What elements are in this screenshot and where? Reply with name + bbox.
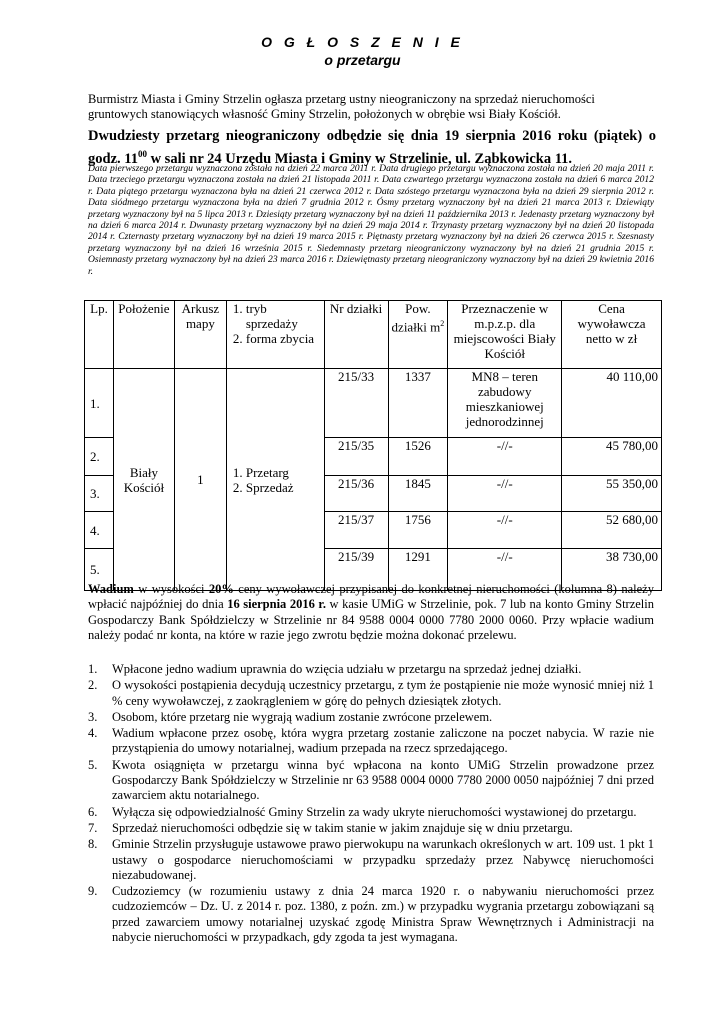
intro-paragraph: Burmistrz Miasta i Gminy Strzelin ogłasza przetarg ustny nieograniczony na sprzedaż nieruchomości gruntowych stanowiących własność Gminy Strzelin, położonych w obrębie wsi Biały Kościół. bbox=[88, 92, 595, 121]
wadium-deadline: 16 sierpnia 2016 r. bbox=[227, 597, 326, 612]
rule-number: 8. bbox=[88, 837, 98, 852]
list-item bbox=[88, 678, 654, 709]
cell-przeznaczenie: -//- bbox=[448, 512, 562, 549]
cell-pow: 1526 bbox=[388, 438, 448, 476]
wadium-text-3: w kasie UMiG w Strzelinie, pok. 7 lub na konto Gminy Strzelin Gospodarczy Bank Spółdzielczy w Strzelinie nr 84 9588 0004 0000 7780 2000 0060. Przy wpłacie wadium należy podać nr konta, na które w razie jego zwrotu będzie można dokonać przelewu. bbox=[88, 597, 655, 642]
cell-pow: 1756 bbox=[388, 512, 448, 549]
rule-number: 3. bbox=[88, 709, 98, 724]
cell-nr-dzialki: 215/33 bbox=[324, 369, 388, 438]
col-header-przeznaczenie: Przeznaczenie w m.p.z.p. dla miejscowości Biały Kościół bbox=[448, 301, 562, 369]
rule-text: Wadium wpłacone przez osobę, która wygra przetarg zostanie zaliczone na poczet nabycia. W razie nie przystąpienia do umowy notarialnej, wadium przepada na rzecz sprzedającego. bbox=[112, 726, 654, 756]
cell-cena: 55 350,00 bbox=[562, 476, 662, 512]
rule-text: Osobom, które przetarg nie wygrają wadium zostanie zwrócone przelewem. bbox=[112, 709, 493, 724]
cell-tryb bbox=[226, 369, 324, 591]
list-item bbox=[88, 884, 654, 945]
table-header-row bbox=[85, 301, 662, 369]
cell-cena: 40 110,00 bbox=[562, 369, 662, 438]
rule-text: O wysokości postąpienia decydują uczestnicy przetargu, z tym że postąpienie nie może wynosić mniej niż 1 % ceny wywoławczej, z zaokrągleniem w górę do pełnych dziesiątek złotych. bbox=[112, 678, 654, 708]
rule-number: 2. bbox=[88, 678, 98, 693]
tender-history-note: Data pierwszego przetargu wyznaczona została na dzień 22 marca 2011 r. Data drugiego przetargu wyznaczona została na dzień 20 maja 2011 r. Data trzeciego przetargu wyznaczona została na dzień 21 listopada 2011 r. Data czwartego przetargu wyznaczona została na dzień 6 marca 2012 r. Data piątego przetargu wyznaczona była na dzień 21 czerwca 2012 r. Data szóstego przetargu wyznaczona była na dzień 29 sierpnia 2012 r. Data siódmego przetargu wyznaczona była na dzień 7 grudnia 2012 r. Ósmy przetarg wyznaczony był na dzień 21 marca 2013 r. Dziewiąty przetarg wyznaczony był na 5 lipca 2013 r. Dziesiąty przetarg wyznaczony był na dzień 11 października 2013 r. Jedenasty przetarg wyznaczony był na dzień 6 marca 2014 r. Dwunasty przetarg wyznaczony był na dzień 29 maja 2014 r. Trzynasty przetarg wyznaczony był na dzień 20 listopada 2014 r. Czternasty przetarg wyznaczony był na dzień 19 marca 2015 r. Piętnasty przetarg wyznaczony był na dzień 26 czerwca 2015 r. Szesnasty przetarg wyznaczony był na dzień 16 września 2015 r. Siedemnasty przetarg nieograniczony wyznaczony był na dzień 21 grudnia 2015 r. Osiemnasty przetarg wyznaczony był na dzień 23 marca 2016 r. Dziewiętnasty przetarg nieograniczony wyznaczony był na dzień 29 kwietnia 2016 r. bbox=[88, 163, 654, 277]
rule-number: 9. bbox=[88, 884, 98, 899]
cell-cena: 52 680,00 bbox=[562, 512, 662, 549]
col-header-cena: Cena wywoławcza netto w zł bbox=[562, 301, 662, 369]
rule-number: 6. bbox=[88, 804, 98, 819]
cell-arkusz: 1 bbox=[174, 369, 226, 591]
rule-number: 4. bbox=[88, 726, 98, 741]
col-header-tryb-1: 1. tryb sprzedaży bbox=[246, 301, 321, 331]
wadium-text-1: w wysokości bbox=[133, 582, 209, 596]
cell-przeznaczenie: MN8 – teren zabudowy mieszkaniowej jednorodzinnej bbox=[448, 369, 562, 438]
headline-time-sup: 00 bbox=[137, 149, 147, 159]
plots-table bbox=[84, 300, 662, 591]
cell-pow: 1845 bbox=[388, 476, 448, 512]
list-item bbox=[88, 821, 654, 836]
cell-polozenie: Biały Kościół bbox=[113, 369, 174, 591]
cell-przeznaczenie: -//- bbox=[448, 476, 562, 512]
cell-nr-dzialki: 215/37 bbox=[324, 512, 388, 549]
list-item bbox=[88, 710, 654, 725]
col-header-pow bbox=[388, 301, 448, 369]
cell-tryb-2: 2. Sprzedaż bbox=[246, 480, 321, 495]
col-header-pow-label: Pow. działki m bbox=[391, 301, 441, 335]
wadium-text-2: ceny wywoławczej przypisanej do konkretnej nieruchomości (kolumna 8) należy wpłacić najpóźniej do dnia bbox=[88, 582, 654, 612]
cell-nr-dzialki: 215/39 bbox=[324, 549, 388, 591]
list-item bbox=[88, 726, 654, 757]
cell-przeznaczenie: -//- bbox=[448, 549, 562, 591]
col-header-arkusz: Arkusz mapy bbox=[174, 301, 226, 369]
rule-number: 7. bbox=[88, 820, 98, 835]
cell-tryb-1: 1. Przetarg bbox=[246, 465, 321, 480]
rule-number: 1. bbox=[88, 662, 98, 676]
rules-list bbox=[88, 662, 654, 946]
cell-pow: 1291 bbox=[388, 549, 448, 591]
col-header-lp: Lp. bbox=[85, 301, 114, 369]
list-item bbox=[88, 662, 654, 677]
cell-nr-dzialki: 215/35 bbox=[324, 438, 388, 476]
rule-text: Gminie Strzelin przysługuje ustawowe prawo pierwokupu na warunkach określonych w art. 109 ust. 1 pkt 1 ustawy o gospodarce nieruchomościami w przypadku sprzedaży przez Nabywcę nieruchomości niezabudowanej. bbox=[112, 837, 654, 882]
cell-lp: 5. bbox=[85, 549, 114, 591]
list-item bbox=[88, 758, 654, 804]
wadium-paragraph bbox=[88, 582, 654, 643]
rule-text: Wpłacone jedno wadium uprawnia do wzięcia udziału w przetargu na sprzedaż jednej działki. bbox=[112, 662, 582, 676]
headline-location: w sali nr 24 Urzędu Miasta i Gminy w Strzelinie, ul. Ząbkowicka 11. bbox=[146, 150, 573, 167]
cell-nr-dzialki: 215/36 bbox=[324, 476, 388, 512]
document-title: O G Ł O S Z E N I E bbox=[261, 34, 464, 50]
col-header-pow-sup: 2 bbox=[440, 319, 445, 328]
cell-lp: 4. bbox=[85, 512, 114, 549]
table-row bbox=[85, 369, 662, 438]
wadium-label: Wadium bbox=[88, 582, 134, 596]
cell-pow: 1337 bbox=[388, 369, 448, 438]
col-header-tryb-2: 2. forma zbycia bbox=[246, 331, 321, 346]
tender-headline bbox=[88, 127, 656, 168]
wadium-percent: 20% bbox=[208, 582, 234, 596]
cell-cena: 45 780,00 bbox=[562, 438, 662, 476]
list-item bbox=[88, 805, 654, 820]
cell-lp: 1. bbox=[85, 369, 114, 438]
headline-text: Dwudziesty przetarg nieograniczony odbędzie się dnia 19 sierpnia 2016 roku (piątek) o godz. 11 bbox=[88, 128, 656, 167]
col-header-nr: Nr działki bbox=[324, 301, 388, 369]
rule-text: Wyłącza się odpowiedzialność Gminy Strzelin za wady ukryte nieruchomości wystawionej do przetargu. bbox=[112, 804, 637, 819]
rule-number: 5. bbox=[88, 757, 98, 772]
col-header-tryb bbox=[226, 301, 324, 369]
cell-lp: 3. bbox=[85, 476, 114, 512]
document-subtitle: o przetargu bbox=[324, 52, 401, 68]
col-header-polozenie: Położenie bbox=[113, 301, 174, 369]
rule-text: Sprzedaż nieruchomości odbędzie się w takim stanie w jakim znajduje się w dniu przetargu. bbox=[112, 820, 573, 835]
cell-cena: 38 730,00 bbox=[562, 549, 662, 591]
cell-lp: 2. bbox=[85, 438, 114, 476]
rule-text: Cudzoziemcy (w rozumieniu ustawy z dnia 24 marca 1920 r. o nabywaniu nieruchomości przez cudzoziemców – Dz. U. z 2014 r. poz. 1380, z poźn. zm.) w przypadku wygrania przetargu zobowiązani są przed zawarciem umowy notarialnej uzyskać zgodę Ministra Spraw Wewnętrznych i Administracji na nabycie nieruchomości w przypadkach, gdy zgoda ta jest wymagana. bbox=[112, 884, 654, 945]
cell-przeznaczenie: -//- bbox=[448, 438, 562, 476]
rule-text: Kwota osiągnięta w przetargu winna być wpłacona na konto UMiG Strzelin prowadzone przez Gospodarczy Bank Spółdzielczy w Strzelinie nr 63 9588 0004 0000 7780 2000 0050 najpóźniej 7 dni przed zawarciem aktu notarialnego. bbox=[112, 757, 654, 803]
list-item bbox=[88, 837, 654, 883]
